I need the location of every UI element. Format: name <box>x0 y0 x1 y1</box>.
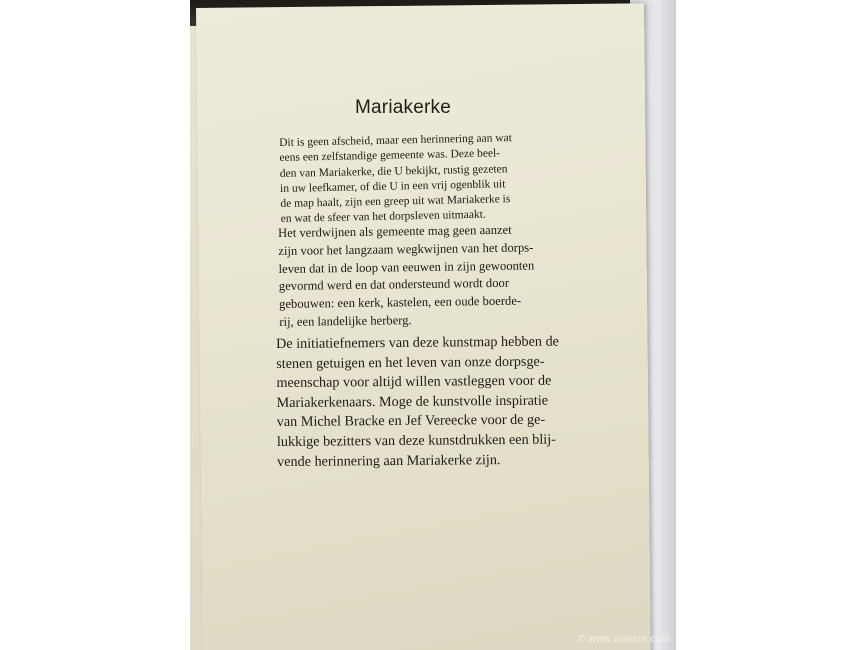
document-title: Mariakerke <box>355 97 451 118</box>
text-line: eens een zelfstandige gemeente was. Deze beel- <box>279 147 501 165</box>
text-line: in uw leefkamer, of die U in een vrij ogenblik uit <box>279 178 506 195</box>
text-line: rij, een landelijke herberg. <box>279 313 412 329</box>
paragraph-3 <box>276 333 560 473</box>
text-line: Dit is geen afscheid, maar een herinnering aan wat <box>279 132 513 149</box>
text-line: de map haalt, zijn een greep uit wat Mariakerke is <box>280 193 511 211</box>
text-line: zijn voor het langzaam wegkwijnen van het dorps- <box>278 240 534 258</box>
text-line: meenschap voor altijd willen vastleggen voor de <box>276 372 552 392</box>
text-line: gevormd werd en dat ondersteund wordt door <box>278 276 510 294</box>
text-line: den van Mariakerke, die U bekijkt, rustig gezeten <box>279 162 508 180</box>
text-line: van Michel Bracke en Jef Vereecke voor de ge- <box>276 412 546 431</box>
paragraph-2 <box>278 221 535 331</box>
text-line: Mariakerkenaars. Moge de kunstvolle inspiratie <box>276 392 549 411</box>
text-line: Het verdwijnen als gemeente mag geen aanzet <box>278 222 512 240</box>
watermark-text: © www.vlavem.com <box>577 634 670 645</box>
text-line: leven dat in de loop van eeuwen in zijn gewoonten <box>278 258 535 276</box>
text-line: vende herinnering aan Mariakerke zijn. <box>277 451 501 470</box>
text-line: en wat de sfeer van het dorpsleven uitmaakt. <box>280 209 486 226</box>
paragraph-1 <box>279 131 514 228</box>
text-line: gebouwen: een kerk, kastelen, een oude boerde- <box>279 293 522 312</box>
text-line: De initiatiefnemers van deze kunstmap hebben de <box>276 333 559 352</box>
text-line: stenen getuigen en het leven van onze dorpsge- <box>276 353 545 372</box>
text-line: lukkige bezitters van deze kunstdrukken een blij- <box>276 431 556 450</box>
